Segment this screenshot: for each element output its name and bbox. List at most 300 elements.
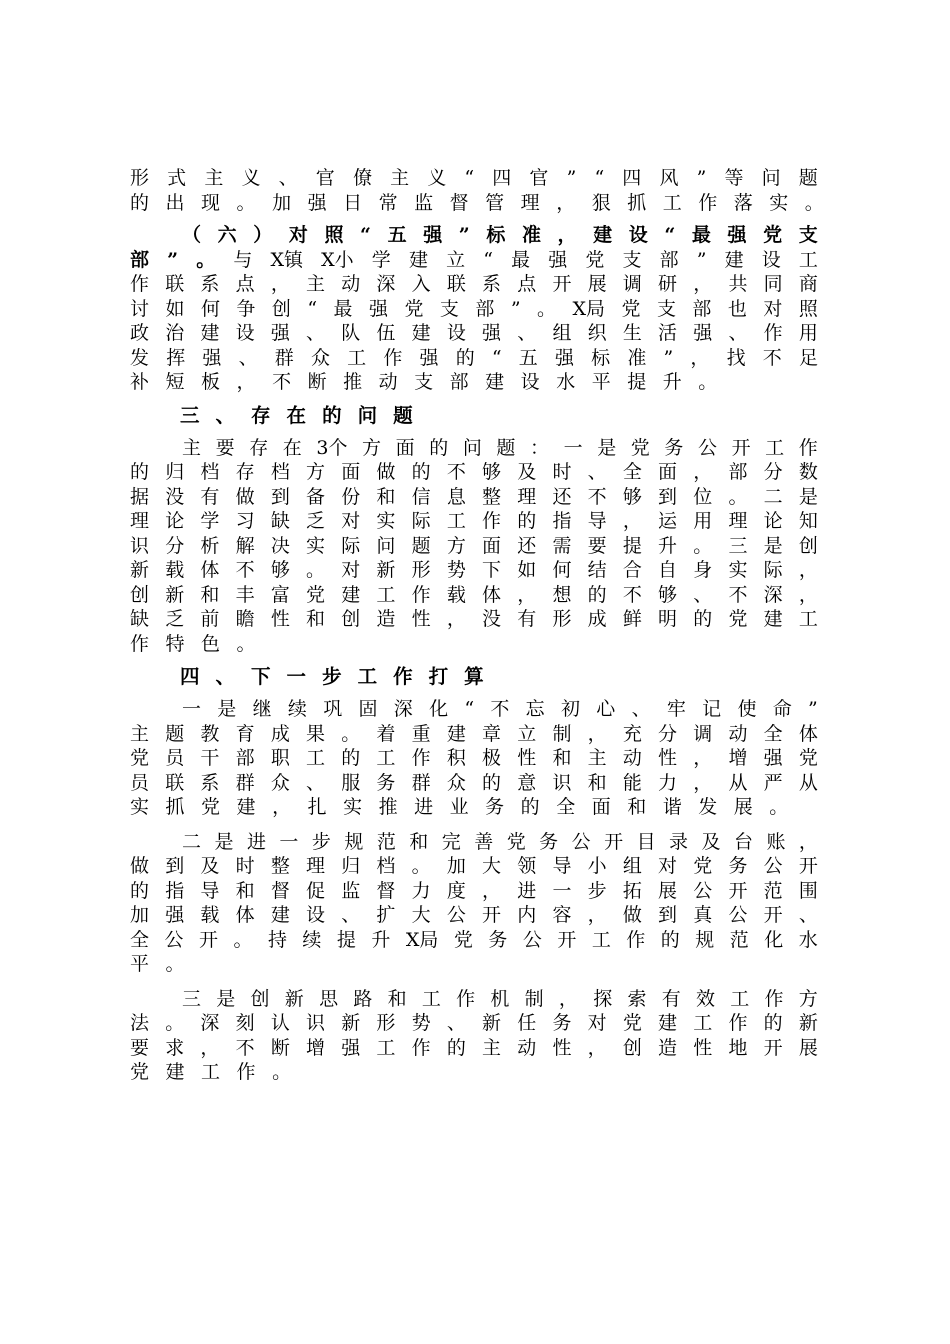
glyph: 系 bbox=[200, 273, 220, 295]
glyph: 工 bbox=[357, 665, 378, 688]
glyph: 工 bbox=[446, 510, 466, 532]
glyph: 深 bbox=[200, 1012, 220, 1034]
glyph: 没 bbox=[482, 608, 502, 630]
glyph: 明 bbox=[658, 608, 678, 630]
glyph: 作 bbox=[411, 583, 431, 606]
text-line bbox=[130, 1060, 818, 1085]
glyph: 充 bbox=[622, 722, 642, 745]
glyph: 导 bbox=[200, 879, 220, 902]
glyph: 进 bbox=[414, 796, 434, 818]
glyph: 够 bbox=[622, 485, 642, 508]
glyph: 问 bbox=[357, 403, 378, 427]
glyph: 织 bbox=[587, 322, 607, 344]
glyph: 容 bbox=[552, 904, 572, 926]
glyph: 形 bbox=[411, 559, 431, 581]
glyph: 法 bbox=[130, 1012, 150, 1034]
glyph: 部 bbox=[659, 248, 679, 271]
glyph: 实 bbox=[306, 534, 326, 557]
glyph: 作 bbox=[626, 928, 646, 951]
glyph: 作 bbox=[763, 322, 783, 344]
glyph: 开 bbox=[198, 928, 218, 951]
glyph: 打 bbox=[428, 665, 449, 688]
glyph: 五 bbox=[518, 346, 538, 369]
glyph: ” bbox=[510, 297, 521, 320]
glyph: 、 bbox=[341, 904, 361, 926]
glyph: 性 bbox=[658, 747, 678, 769]
glyph: 和 bbox=[235, 879, 255, 902]
glyph: 论 bbox=[165, 510, 185, 532]
glyph: 务 bbox=[728, 855, 748, 877]
glyph: 的 bbox=[411, 461, 431, 483]
glyph: 的 bbox=[482, 771, 502, 794]
glyph: 创 bbox=[622, 1036, 642, 1059]
glyph: ， bbox=[693, 771, 713, 794]
text-line bbox=[130, 223, 818, 248]
glyph: 动 bbox=[341, 273, 361, 295]
glyph: 落 bbox=[733, 191, 753, 214]
glyph: X小 bbox=[321, 248, 354, 271]
text-line bbox=[130, 321, 818, 346]
glyph: 力 bbox=[658, 771, 678, 794]
glyph: 有 bbox=[517, 608, 537, 630]
glyph: 督 bbox=[376, 879, 396, 902]
glyph: ， bbox=[517, 583, 537, 606]
glyph: 断 bbox=[307, 371, 327, 393]
glyph: 机 bbox=[490, 987, 510, 1010]
glyph: 的 bbox=[130, 461, 150, 483]
glyph: 。 bbox=[236, 632, 256, 655]
glyph: 识 bbox=[552, 771, 572, 794]
glyph: 众 bbox=[310, 346, 330, 369]
glyph: 对 bbox=[341, 510, 361, 532]
glyph: 支 bbox=[622, 248, 642, 271]
glyph: “ bbox=[464, 698, 475, 720]
glyph: 实 bbox=[728, 559, 748, 581]
glyph: ， bbox=[270, 273, 290, 295]
glyph: 的 bbox=[660, 928, 680, 951]
glyph: 三 bbox=[182, 987, 202, 1010]
text-line bbox=[130, 583, 818, 608]
glyph: 日 bbox=[343, 191, 363, 214]
glyph: 强 bbox=[554, 346, 574, 369]
glyph: 结 bbox=[587, 559, 607, 581]
glyph: ， bbox=[798, 830, 818, 853]
glyph: 势 bbox=[446, 559, 466, 581]
glyph: 众 bbox=[270, 771, 290, 794]
glyph: 习 bbox=[235, 510, 255, 532]
glyph: 自 bbox=[658, 559, 678, 581]
glyph: 、 bbox=[798, 904, 818, 926]
glyph: 整 bbox=[482, 485, 502, 508]
glyph: 平 bbox=[130, 953, 150, 975]
glyph: ， bbox=[446, 608, 466, 630]
text-line bbox=[130, 830, 818, 855]
glyph: 续 bbox=[287, 698, 307, 720]
glyph: 下 bbox=[251, 665, 271, 688]
glyph: 不 bbox=[235, 559, 255, 581]
glyph: 党 bbox=[798, 747, 818, 769]
text-line bbox=[130, 509, 818, 534]
glyph: 作 bbox=[411, 747, 431, 769]
glyph: 建 bbox=[408, 248, 428, 271]
glyph: 新 bbox=[798, 1012, 818, 1034]
glyph: 账 bbox=[766, 830, 786, 853]
glyph: 开 bbox=[763, 1036, 783, 1059]
text-line bbox=[130, 272, 818, 297]
glyph: 制 bbox=[552, 722, 572, 745]
glyph: 最 bbox=[333, 297, 353, 320]
glyph: 开 bbox=[557, 928, 577, 951]
glyph: 工 bbox=[591, 928, 611, 951]
glyph: 提 bbox=[627, 371, 647, 393]
glyph: 短 bbox=[165, 371, 185, 393]
glyph: 公 bbox=[693, 879, 713, 902]
glyph: 抓 bbox=[627, 191, 647, 214]
glyph: 性 bbox=[552, 1036, 572, 1059]
document-page bbox=[130, 166, 824, 1091]
glyph: 成 bbox=[587, 608, 607, 630]
glyph: 公 bbox=[164, 928, 184, 951]
glyph: 职 bbox=[270, 747, 290, 769]
glyph: 题 bbox=[411, 534, 431, 557]
glyph: 理 bbox=[517, 485, 537, 508]
glyph: 找 bbox=[726, 346, 746, 369]
glyph: 建 bbox=[658, 1012, 678, 1034]
glyph: 继 bbox=[252, 698, 272, 720]
glyph: 升 bbox=[371, 928, 391, 951]
glyph: 载 bbox=[165, 559, 185, 581]
glyph: 整 bbox=[270, 855, 290, 877]
glyph: 档 bbox=[200, 461, 220, 483]
glyph: 作 bbox=[482, 510, 502, 532]
glyph: 商 bbox=[798, 273, 818, 295]
glyph: 际 bbox=[763, 559, 783, 581]
glyph: 、 bbox=[587, 461, 607, 483]
glyph: 作 bbox=[393, 665, 413, 688]
glyph: 作 bbox=[130, 273, 150, 295]
glyph: 、 bbox=[693, 583, 713, 606]
glyph: 围 bbox=[798, 879, 818, 902]
glyph: 乏 bbox=[165, 608, 185, 630]
glyph: 不 bbox=[446, 461, 466, 483]
glyph: 认 bbox=[270, 1012, 290, 1034]
glyph: 3个 bbox=[316, 436, 348, 459]
glyph: 面 bbox=[395, 436, 415, 459]
glyph: 联 bbox=[165, 273, 185, 295]
glyph: 深 bbox=[376, 273, 396, 295]
glyph: 形 bbox=[376, 1012, 396, 1034]
glyph: 和 bbox=[306, 608, 326, 630]
glyph: 、 bbox=[631, 698, 651, 720]
glyph: 党 bbox=[453, 928, 473, 951]
glyph: 前 bbox=[200, 608, 220, 630]
glyph: 缺 bbox=[130, 608, 150, 630]
glyph: 方 bbox=[362, 436, 382, 459]
glyph: 及 bbox=[517, 461, 537, 483]
glyph: 强 bbox=[307, 191, 327, 214]
glyph: 工 bbox=[421, 987, 441, 1010]
glyph: 是 bbox=[597, 436, 617, 459]
glyph: 官 bbox=[529, 167, 549, 189]
glyph: 没 bbox=[165, 485, 185, 508]
glyph: 主 bbox=[390, 167, 410, 189]
glyph: 心 bbox=[596, 698, 616, 720]
glyph: 、 bbox=[278, 167, 298, 189]
glyph: 导 bbox=[552, 855, 572, 877]
glyph: 支 bbox=[414, 371, 434, 393]
glyph: 缺 bbox=[270, 510, 290, 532]
glyph: 够 bbox=[482, 461, 502, 483]
glyph: 特 bbox=[165, 632, 185, 655]
glyph: 也 bbox=[727, 297, 747, 320]
glyph: 部 bbox=[449, 371, 469, 393]
glyph: 化 bbox=[764, 928, 784, 951]
glyph: 对 bbox=[288, 224, 308, 246]
glyph: 公 bbox=[728, 904, 748, 926]
text-line bbox=[130, 370, 818, 395]
glyph: 强 bbox=[270, 322, 290, 344]
glyph: 三 bbox=[180, 403, 200, 427]
glyph: ， bbox=[587, 904, 607, 926]
glyph: 的 bbox=[693, 608, 713, 630]
glyph: 实 bbox=[376, 510, 396, 532]
glyph: 不 bbox=[728, 583, 748, 606]
glyph: 指 bbox=[165, 879, 185, 902]
glyph: 。 bbox=[165, 1012, 185, 1034]
glyph: 要 bbox=[215, 436, 235, 459]
glyph: 动 bbox=[622, 747, 642, 769]
glyph: 党 bbox=[621, 297, 641, 320]
glyph: 题 bbox=[798, 167, 818, 189]
glyph: 不 bbox=[622, 583, 642, 606]
glyph: 工 bbox=[662, 191, 682, 214]
glyph: 拓 bbox=[622, 879, 642, 902]
glyph: 、 bbox=[306, 771, 326, 794]
glyph: 进 bbox=[246, 830, 266, 853]
text-line bbox=[130, 903, 818, 928]
glyph: 实 bbox=[343, 796, 363, 818]
glyph: 性 bbox=[270, 608, 290, 630]
glyph: 和 bbox=[409, 830, 429, 853]
glyph: 牢 bbox=[666, 698, 686, 720]
glyph: 开 bbox=[763, 904, 783, 926]
glyph: 强 bbox=[165, 904, 185, 926]
glyph: 学 bbox=[200, 510, 220, 532]
glyph: 化 bbox=[429, 698, 449, 720]
glyph: 求 bbox=[165, 1036, 185, 1059]
glyph: 加 bbox=[272, 191, 292, 214]
glyph: 到 bbox=[658, 904, 678, 926]
glyph: “ bbox=[594, 167, 605, 189]
glyph: 最 bbox=[691, 224, 711, 246]
glyph: 作 bbox=[764, 987, 784, 1010]
glyph: 与 bbox=[233, 248, 253, 271]
glyph: 意 bbox=[517, 771, 537, 794]
glyph: 教 bbox=[200, 722, 220, 745]
glyph: 要 bbox=[587, 534, 607, 557]
glyph: 争 bbox=[236, 297, 256, 320]
glyph: 开 bbox=[731, 436, 751, 459]
glyph: 学 bbox=[371, 248, 391, 271]
glyph: 务 bbox=[488, 928, 508, 951]
glyph: 从 bbox=[728, 771, 748, 794]
glyph: 、 bbox=[446, 1012, 466, 1034]
glyph: 公 bbox=[697, 436, 717, 459]
glyph: 作 bbox=[130, 632, 150, 655]
glyph: 。 bbox=[233, 928, 253, 951]
glyph: 补 bbox=[130, 371, 150, 393]
text-line bbox=[130, 771, 818, 796]
glyph: 大 bbox=[482, 855, 502, 877]
glyph: 方 bbox=[798, 987, 818, 1010]
glyph: 成 bbox=[270, 722, 290, 745]
glyph: 作 bbox=[728, 1012, 748, 1034]
glyph: 的 bbox=[322, 403, 342, 427]
glyph: 发 bbox=[698, 796, 718, 818]
glyph: 位 bbox=[693, 485, 713, 508]
glyph: 开 bbox=[798, 855, 818, 877]
glyph: 政 bbox=[130, 322, 150, 344]
glyph: 际 bbox=[341, 534, 361, 557]
glyph: 内 bbox=[517, 904, 537, 926]
glyph: 支 bbox=[798, 224, 818, 246]
glyph: 用 bbox=[798, 322, 818, 344]
glyph: ” bbox=[808, 698, 818, 720]
glyph: 现 bbox=[201, 191, 221, 214]
glyph: 题 bbox=[165, 722, 185, 745]
glyph: 息 bbox=[446, 485, 466, 508]
section-heading-problems bbox=[130, 401, 818, 431]
glyph: 强 bbox=[727, 224, 747, 246]
glyph: 展 bbox=[733, 796, 753, 818]
glyph: 刻 bbox=[235, 1012, 255, 1034]
glyph: ， bbox=[556, 191, 576, 214]
glyph: 全 bbox=[130, 928, 150, 951]
glyph: 理 bbox=[306, 855, 326, 877]
glyph: 章 bbox=[482, 722, 502, 745]
glyph: 建 bbox=[165, 1061, 185, 1083]
glyph: 面 bbox=[482, 534, 502, 557]
glyph: 题 bbox=[496, 436, 516, 459]
glyph: 初 bbox=[560, 698, 580, 720]
glyph: 的 bbox=[517, 510, 537, 532]
glyph: 的 bbox=[429, 436, 449, 459]
glyph: ” bbox=[566, 167, 577, 189]
glyph: 鲜 bbox=[622, 608, 642, 630]
glyph: 做 bbox=[235, 485, 255, 508]
text-line bbox=[130, 928, 818, 953]
glyph: 谐 bbox=[662, 796, 682, 818]
glyph: 、 bbox=[728, 322, 748, 344]
glyph: 增 bbox=[728, 747, 748, 769]
glyph: 做 bbox=[376, 461, 396, 483]
glyph: 务 bbox=[485, 796, 505, 818]
glyph: 命 bbox=[772, 698, 792, 720]
glyph: “ bbox=[491, 346, 502, 369]
glyph: 索 bbox=[627, 987, 647, 1010]
glyph: 建 bbox=[763, 608, 783, 630]
glyph: 主 bbox=[204, 167, 224, 189]
glyph: 共 bbox=[728, 273, 748, 295]
glyph: 作 bbox=[456, 987, 476, 1010]
glyph: 还 bbox=[517, 534, 537, 557]
glyph: 分 bbox=[165, 534, 185, 557]
glyph: 规 bbox=[695, 928, 715, 951]
glyph: 开 bbox=[604, 830, 624, 853]
glyph: 。 bbox=[165, 953, 185, 975]
glyph: 、 bbox=[306, 322, 326, 344]
glyph: 题 bbox=[393, 403, 413, 427]
glyph: 官 bbox=[315, 167, 335, 189]
glyph: 和 bbox=[552, 747, 572, 769]
glyph: 务 bbox=[664, 436, 684, 459]
glyph: 设 bbox=[446, 322, 466, 344]
text-line bbox=[130, 248, 818, 273]
glyph: 立 bbox=[446, 248, 466, 271]
glyph: 强 bbox=[548, 248, 568, 271]
glyph: 和 bbox=[387, 987, 407, 1010]
glyph: 升 bbox=[658, 534, 678, 557]
glyph: 问 bbox=[462, 436, 482, 459]
glyph: 创 bbox=[130, 583, 150, 606]
glyph: 建 bbox=[593, 224, 613, 246]
glyph: 档 bbox=[376, 855, 396, 877]
glyph: 员 bbox=[130, 771, 150, 794]
glyph: 研 bbox=[658, 273, 678, 295]
glyph: 力 bbox=[411, 879, 431, 902]
glyph: 一 bbox=[279, 830, 299, 853]
glyph: 加 bbox=[446, 855, 466, 877]
glyph: 理 bbox=[728, 510, 748, 532]
glyph: 能 bbox=[622, 771, 642, 794]
glyph: ， bbox=[557, 224, 577, 246]
glyph: 的 bbox=[520, 796, 540, 818]
glyph: 的 bbox=[130, 191, 150, 214]
glyph: 党 bbox=[506, 830, 526, 853]
glyph: 党 bbox=[763, 224, 783, 246]
glyph: 党 bbox=[728, 608, 748, 630]
glyph: 地 bbox=[728, 1036, 748, 1059]
paragraph-plan-two bbox=[130, 830, 818, 977]
text-line bbox=[130, 1011, 818, 1036]
glyph: 、 bbox=[238, 346, 258, 369]
glyph: 督 bbox=[270, 879, 290, 902]
glyph: 组 bbox=[552, 322, 572, 344]
glyph: 。 bbox=[411, 855, 431, 877]
glyph: 调 bbox=[693, 722, 713, 745]
glyph: 业 bbox=[449, 796, 469, 818]
glyph: 水 bbox=[556, 371, 576, 393]
glyph: 需 bbox=[552, 534, 572, 557]
glyph: 的 bbox=[341, 747, 361, 769]
glyph: 小 bbox=[587, 855, 607, 877]
glyph: 主 bbox=[306, 273, 326, 295]
glyph: 部 bbox=[130, 248, 150, 271]
glyph: 性 bbox=[693, 1036, 713, 1059]
glyph: 果 bbox=[306, 722, 326, 745]
glyph: 用 bbox=[693, 510, 713, 532]
glyph: 及 bbox=[701, 830, 721, 853]
glyph: 系 bbox=[200, 771, 220, 794]
glyph: 党 bbox=[130, 747, 150, 769]
glyph: 体 bbox=[200, 559, 220, 581]
paragraph-plan-one bbox=[130, 697, 818, 820]
glyph: X镇 bbox=[270, 248, 304, 271]
glyph: 平 bbox=[591, 371, 611, 393]
glyph: 目 bbox=[636, 830, 656, 853]
glyph: 照 bbox=[324, 224, 344, 246]
glyph: 作 bbox=[798, 436, 818, 459]
